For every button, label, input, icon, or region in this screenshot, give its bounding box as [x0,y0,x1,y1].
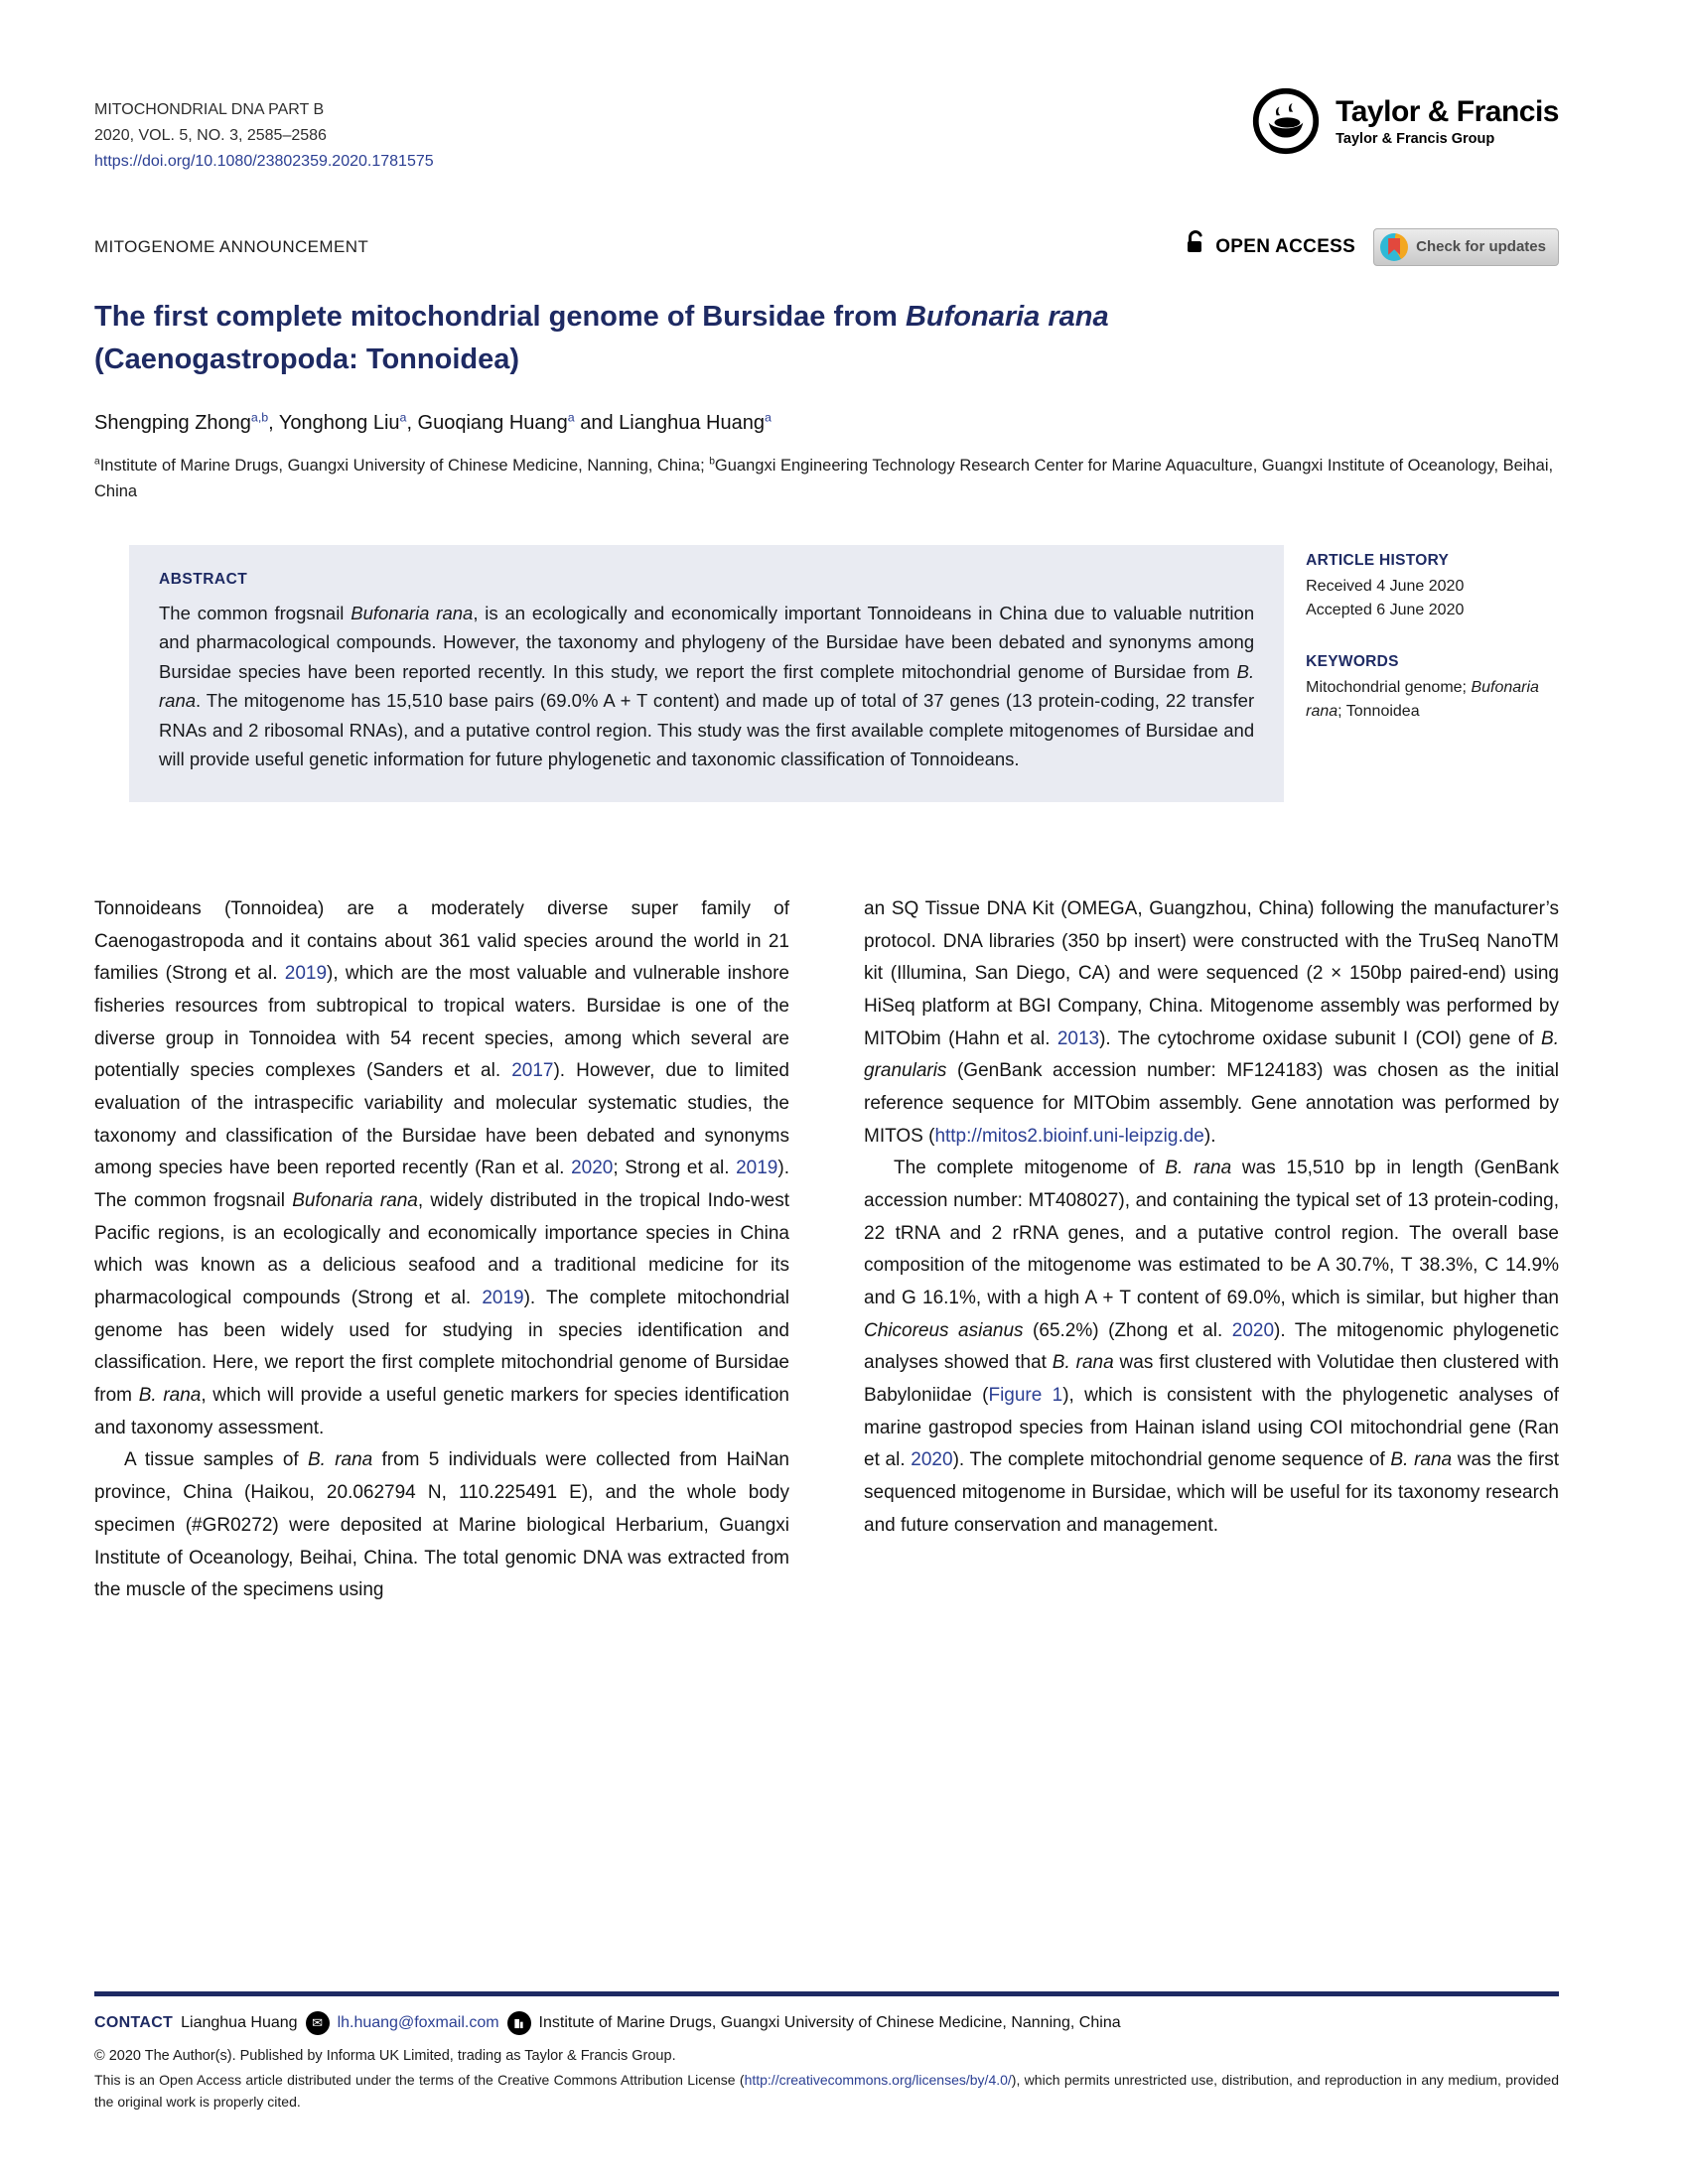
text-run: B. rana [307,1449,373,1471]
body-column-right [864,893,1559,1607]
authors-line [94,412,1559,435]
text-run: ). The complete mitochondrial genome has been widely used for studying in species identification and classification. Here, we report the first complete mitochondrial genome of Bursidae from [94,1288,789,1407]
inline-link[interactable]: 2019 [482,1288,524,1309]
text-run: Tonnoideans (Tonnoidea) are a moderately diverse super family of Caenogastropoda and it contains about 361 valid species around the world in 21 families (Strong et al. [94,898,789,985]
text-run: Bufonaria rana [292,1190,418,1212]
inline-link[interactable]: 2017 [511,1060,554,1082]
text-run: a [94,456,100,468]
text-run: B. rana [159,660,1255,712]
text-run: was first clustered with Volutidae then clustered with Babyloniidae ( [864,1352,1559,1407]
footer-rule [94,1991,1559,1996]
article-type-label: MITOGENOME ANNOUNCEMENT [94,236,369,256]
text-run: (GenBank accession number: MF124183) was chosen as the initial reference sequence for MITObim assembly. Gene annotation was performed by MITOS ( [864,1060,1559,1147]
contact-affiliation: Institute of Marine Drugs, Guangxi University of Chinese Medicine, Nanning, China [538,2014,1121,2031]
text-run: B. rana [1390,1449,1453,1471]
contact-email-link[interactable]: lh.huang@foxmail.com [337,2014,499,2031]
abstract-heading: ABSTRACT [159,570,248,588]
footer [94,1991,1559,2113]
publisher-name: Taylor & Francis [1336,95,1559,128]
masthead [94,0,1559,175]
text-run: ). [1203,1125,1216,1147]
inline-link[interactable]: a [764,410,772,425]
text-run: The common frogsnail [159,602,352,623]
received-date: Received 4 June 2020 [1306,577,1465,595]
inline-link[interactable]: 2019 [736,1158,778,1179]
open-lock-icon [1184,229,1207,264]
text-run: (Caenogastropoda: Tonnoidea) [94,343,520,376]
inline-link[interactable]: a [567,410,575,425]
body-text [94,893,1559,1607]
body-column-left [94,893,789,1607]
text-run: Guangxi Engineering Technology Research Center for Marine Aquaculture, Guangxi Institute of Oceanology, Beihai, China [94,456,1554,501]
contact-line [94,2011,1559,2035]
text-run: ). The complete mitochondrial genome sequence of [952,1449,1391,1471]
text-run: ; Tonnoidea [1337,703,1420,720]
check-for-updates-button[interactable] [1373,228,1559,266]
text-run: ), which permits unrestricted use, distribution, and reproduction in any medium, provided the original work is properly cited. [94,2072,1559,2110]
article-type-row [94,228,1559,266]
text-run: , Yonghong Liu [268,411,400,434]
badges [1184,228,1559,266]
abstract-section [129,545,1559,803]
publisher-group: Taylor & Francis Group [1336,131,1495,147]
text-run: The complete mitogenome of [894,1158,1166,1179]
copyright-line: © 2020 The Author(s). Published by Informa UK Limited, trading as Taylor & Francis Group. [94,2048,676,2064]
check-for-updates-label: Check for updates [1416,238,1546,256]
institution-icon [507,2011,531,2035]
paragraph [94,1444,789,1606]
license-text [94,2070,1559,2113]
text-run: B. rana [1165,1158,1232,1179]
inline-link[interactable]: http://mitos2.bioinf.uni-leipzig.de [934,1125,1204,1147]
article-title [94,296,1524,382]
text-run: Chicoreus asianus [864,1319,1024,1341]
contact-label: CONTACT [94,2014,174,2031]
text-run: , which will provide a useful genetic markers for species identification and taxonomy assessment. [94,1385,790,1438]
text-run: Institute of Marine Drugs, Guangxi University of Chinese Medicine, Nanning, China; [99,456,710,475]
email-icon: ✉ [306,2011,330,2035]
text-run: b [709,456,715,468]
inline-link[interactable]: Figure 1 [988,1385,1063,1407]
text-run: (65.2%) (Zhong et al. [1023,1319,1232,1341]
inline-link[interactable]: 2013 [1056,1027,1100,1049]
article-history-heading: ARTICLE HISTORY [1306,551,1450,569]
publisher-block [1250,85,1559,157]
text-run: B. rana [138,1385,202,1407]
text-run: ). The common frogsnail [94,1158,789,1212]
text-run: The first complete mitochondrial genome of Bursidae from [94,300,906,333]
text-run: , Guoqiang Huang [406,411,568,434]
open-access-badge [1184,229,1355,264]
text-run: A tissue samples of [124,1449,308,1471]
inline-link[interactable]: a [399,410,407,425]
paragraph [864,893,1559,1153]
text-run: and Lianghua Huang [574,411,765,434]
accepted-date: Accepted 6 June 2020 [1306,601,1465,618]
paragraph [864,1153,1559,1542]
inline-link[interactable]: http://creativecommons.org/licenses/by/4.0/ [744,2072,1012,2088]
text-run: B. rana [1052,1352,1114,1374]
journal-info [94,97,434,175]
text-run: was the first sequenced mitogenome in Bursidae, which will be useful for its taxonomy research and future conservation and management. [864,1449,1559,1536]
abstract-text [159,599,1254,775]
text-run: was 15,510 bp in length (GenBank accession number: MT408027), and containing the typical set of 13 protein-coding, 22 tRNA and 2 rRNA genes, and a putative control region. The overall base composition of the mitogenome was estimated to be A 30.7%, T 38.3%, C 14.9% and G 16.1%, with a high A + T content of 69.0%, which is similar, but higher than [864,1158,1559,1309]
inline-link[interactable]: 2019 [284,963,328,985]
text-run: B. granularis [864,1027,1559,1082]
text-run: , widely distributed in the tropical Indo-west Pacific regions, is an ecologically and economically importance species in China which was known as a delicious seafood and a traditional medicine for its pharmacological compounds (Strong et al. [94,1190,790,1309]
text-run: ). The mitogenomic phylogenetic analyses showed that [864,1319,1559,1374]
text-run: Bufonaria rana [351,602,474,623]
journal-name: MITOCHONDRIAL DNA PART B [94,101,325,118]
abstract-box [129,545,1284,803]
inline-link[interactable]: a,b [250,410,269,425]
inline-link[interactable]: 2020 [911,1449,953,1471]
text-run: Mitochondrial genome; [1306,679,1472,696]
doi-link[interactable]: https://doi.org/10.1080/23802359.2020.1781575 [94,152,434,170]
taylor-francis-logo-icon [1250,85,1322,157]
journal-volume-line: 2020, VOL. 5, NO. 3, 2585–2586 [94,126,327,144]
open-access-label: OPEN ACCESS [1215,235,1356,257]
article-info-sidebar [1306,545,1559,803]
text-run: an SQ Tissue DNA Kit (OMEGA, Guangzhou, China) following the manufacturer’s protocol. DNA libraries (350 bp insert) were constructed with the TruSeq NanoTM kit (Illumina, San Diego, CA) and were sequenced (2 × 150bp paired-end) using HiSeq platform at BGI Company, China. Mitogenome assembly was performed by MITObim (Hahn et al. [864,898,1559,1049]
inline-link[interactable]: 2020 [1231,1319,1275,1341]
text-run: . The mitogenome has 15,510 base pairs (69.0% A + T content) and made up of total of 37 genes (13 protein-coding, 22 transfer RNAs and 2 ribosomal RNAs), and a putative control region. This study was the first available complete mitogenomes of Bursidae and will provide useful genetic information for future phylogenetic and taxonomic classification of Tonnoideans. [159,690,1255,770]
keywords-heading: KEYWORDS [1306,652,1399,670]
text-run: Shengping Zhong [94,411,251,434]
text-run: Bufonaria rana [1306,679,1539,720]
paragraph [94,893,789,1444]
text-run: This is an Open Access article distributed under the terms of the Creative Commons Attribution License ( [94,2072,745,2088]
text-run: ). However, due to limited evaluation of the intraspecific variability and molecular systematic studies, the taxonomy and classification of the Bursidae have been debated and synonyms among species have been reported recently (Ran et al. [94,1060,789,1179]
text-run: ), which is consistent with the phylogenetic analyses of marine gastropod species from Hainan island using COI mitochondrial gene (Ran et al. [864,1385,1559,1471]
crossmark-icon [1380,233,1408,261]
text-run: Bufonaria rana [905,300,1109,333]
text-run: from 5 individuals were collected from HaiNan province, China (Haikou, 20.062794 N, 110.225491 E), and the whole body specimen (#GR0272) were deposited at Marine biological Herbarium, Guangxi Institute of Oceanology, Beihai, China. The total genomic DNA was extracted from the muscle of the specimens using [94,1449,789,1601]
text-run: , is an ecologically and economically important Tonnoideans in China due to valuable nutrition and pharmacological compounds. However, the taxonomy and phylogeny of the Bursidae have been debated and synonyms among Bursidae species have been reported recently. In this study, we report the first complete mitochondrial genome of Bursidae from [159,602,1255,682]
text-run: ). The cytochrome oxidase subunit I (COI) gene of [1099,1027,1542,1049]
text-run: ), which are the most valuable and vulnerable inshore fisheries resources from subtropical to tropical waters. Bursidae is one of the diverse group in Tonnoidea with 54 recent species, among which several are potentially species complexes (Sanders et al. [94,963,789,1082]
contact-name: Lianghua Huang [181,2014,298,2031]
affiliations [94,453,1559,505]
keywords-list [1306,676,1559,724]
inline-link[interactable]: 2020 [571,1158,614,1179]
publisher-wordmark [1336,95,1559,147]
text-run: ; Strong et al. [613,1158,737,1179]
